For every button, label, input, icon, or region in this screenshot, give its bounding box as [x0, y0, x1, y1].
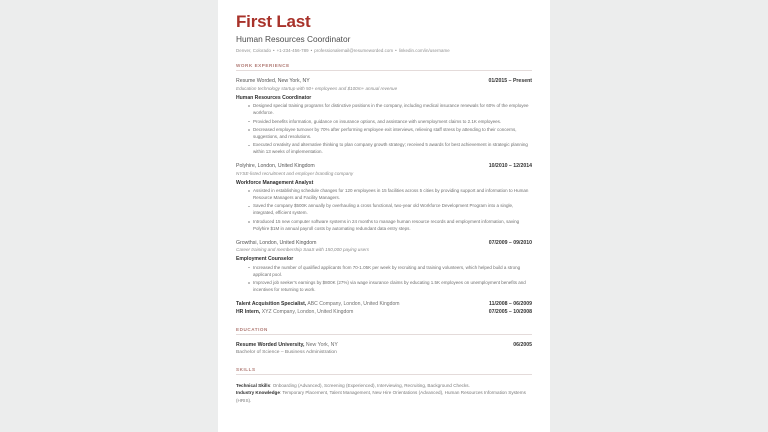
compact-job-dates: 07/2005 – 10/2008 — [488, 309, 532, 316]
skill-group-values: : Onboarding (Advanced), Screening (Experienced), Interviewing, Recruiting, Background Checks. — [270, 382, 470, 388]
contact-separator-2: • — [310, 47, 313, 53]
job-dates: 07/2009 – 09/2010 — [488, 239, 532, 246]
compact-job-label — [236, 309, 353, 316]
job-bullet-list — [236, 103, 532, 156]
education-degree: Bachelor of Science – Business Administration — [236, 349, 337, 355]
job-company-description: Education technology startup with 50+ employees and $100m+ annual revenue — [236, 85, 398, 91]
section-heading-work-experience: WORK EXPERIENCE — [236, 63, 532, 71]
compact-job-title: Talent Acquisition Specialist, — [236, 300, 307, 307]
compact-job-list — [236, 301, 532, 317]
job-bullet: Increased the number of qualified applicants from 70-1.05K per week by recruiting and training volunteers, which helped build a strong applicant pool. — [248, 265, 532, 279]
education-header — [236, 342, 532, 349]
job-title: Workforce Management Analyst — [236, 179, 314, 186]
skills-list — [236, 382, 532, 404]
job-entry — [236, 163, 532, 233]
job-company: Polyhire, London, United Kingdom — [236, 163, 315, 170]
skill-group-values: : Temporary Placement, Talent Management, New Hire Orientations (Advanced), Human Resources Information Systems (HRIS). — [236, 390, 526, 403]
contact-linkedin[interactable]: linkedin.com/in/username — [398, 47, 450, 53]
resume-header — [236, 13, 532, 53]
job-header — [236, 78, 532, 85]
job-header — [236, 163, 532, 170]
compact-job-dates: 11/2008 – 06/2009 — [489, 300, 532, 307]
job-bullet: Provided benefits information, guidance on insurance options, and assistance with unemployment claims to 2.1K employees. — [248, 119, 532, 126]
job-bullet-list — [236, 265, 532, 294]
section-heading-education: EDUCATION — [236, 327, 532, 335]
job-bullet: Executed creativity and alternative thinking to plan company growth strategy; received 5 awards for best achievement in strategic planning within 13 weeks of implementation. — [248, 142, 532, 156]
job-entry — [236, 240, 532, 294]
contact-separator-3: • — [395, 47, 397, 53]
education-school-line — [236, 342, 338, 349]
candidate-headline: Human Resources Coordinator — [236, 33, 351, 44]
job-company-description: NYSE-listed recruitment and employer branding company — [236, 170, 354, 176]
resume-page — [218, 0, 550, 432]
compact-job-title: HR Intern, — [236, 309, 261, 316]
compact-job-entry — [236, 301, 532, 308]
job-bullet: Improved job seeker's earnings by $800K (27%) via wage insurance claims by educating 1.5K employees on unemployment benefits and incentives for returning to work. — [248, 280, 532, 294]
job-company-description: Career training and membership SaaS with 150,000 paying users — [236, 247, 370, 253]
education-date: 06/2005 — [513, 341, 532, 348]
job-title: Employment Counselor — [236, 256, 294, 263]
job-bullet-list — [236, 188, 532, 233]
job-company: Resume Worded, New York, NY — [236, 78, 310, 85]
candidate-name: First Last — [236, 12, 311, 31]
job-company: Growthsi, London, United Kingdom — [236, 239, 317, 246]
education-entry — [236, 342, 532, 357]
skill-group-label: Technical Skills — [236, 382, 271, 388]
job-dates: 01/2015 – Present — [488, 78, 532, 85]
contact-separator-1: • — [272, 47, 275, 53]
job-bullet: Assisted in establishing schedule changes for 120 employees in 15 facilities across 5 cities by providing support and information to Human Resource Managers and Facility Managers. — [248, 188, 532, 202]
contact-line — [236, 48, 532, 54]
job-bullet: Saved the company $500K annually by overhauling a cross functional, two-year old Workforce Development Program into a single, integrated, efficient system. — [248, 203, 532, 217]
skill-group — [236, 389, 532, 404]
skill-group-label: Industry Knowledge — [236, 390, 280, 396]
compact-job-detail: ABC Company, London, United Kingdom — [306, 300, 400, 307]
contact-phone: +1-234-456-789 — [276, 47, 309, 53]
compact-job-label — [236, 301, 400, 308]
contact-email[interactable]: professionalemail@resumeworded.com — [314, 47, 394, 53]
section-heading-skills: SKILLS — [236, 367, 532, 375]
job-bullet: Designed special training programs for distinctive positions in the company, including medical insurance renewals for 60% of the employee workforce. — [248, 103, 532, 117]
education-school: Resume Worded University, — [236, 341, 305, 348]
job-header — [236, 240, 532, 247]
job-bullet: Introduced 15 new computer software systems in 24 months to manage human resource records and employment information, saving Polyhire $1M in annual payroll costs by automating redundant data entry steps. — [248, 219, 532, 233]
compact-job-detail: XYZ Company, London, United Kingdom — [260, 309, 354, 316]
job-bullet: Decreased employee turnover by 70% after performing employee exit interviews, relieving staff stress by attending to their concerns, suggestions, and resolutions. — [248, 127, 532, 141]
job-title: Human Resources Coordinator — [236, 94, 312, 101]
contact-location: Denver, Colorado — [236, 47, 271, 53]
job-entry — [236, 78, 532, 156]
compact-job-entry — [236, 309, 532, 316]
skill-group — [236, 382, 532, 389]
education-school-location: New York, NY — [304, 341, 338, 348]
job-dates: 10/2010 – 12/2014 — [488, 163, 532, 170]
